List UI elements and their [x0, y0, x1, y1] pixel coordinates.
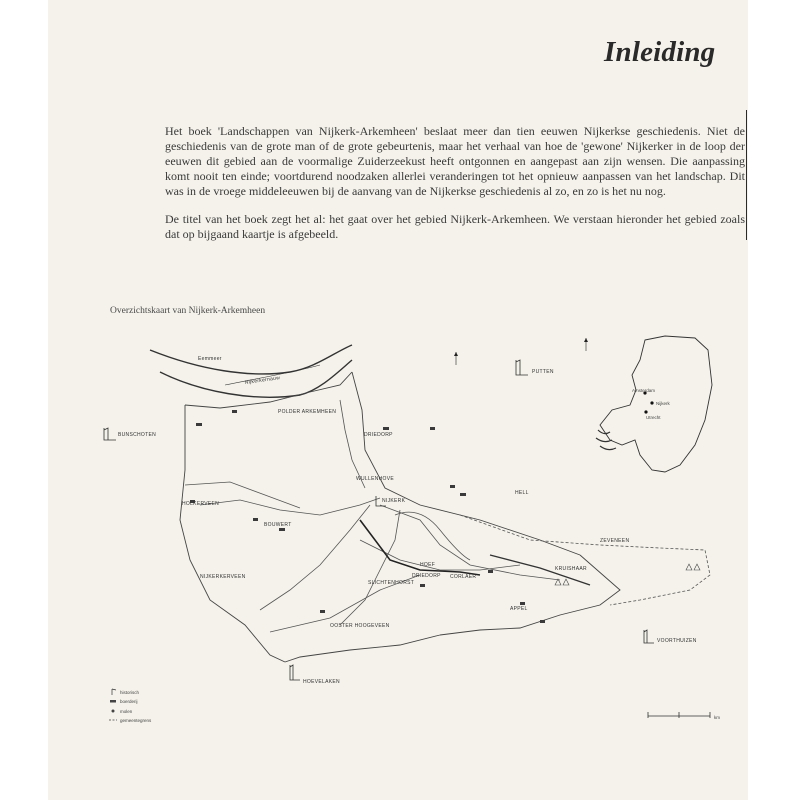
north-arrows [454, 338, 588, 365]
page-heading: Inleiding [604, 36, 716, 68]
legend-item-1: historisch [120, 690, 140, 695]
map-caption: Overzichtskaart van Nijkerk-Arkemheen [110, 306, 266, 316]
label-driedorp: DRIEDORP [364, 432, 393, 438]
legend-item-3: molen [120, 709, 133, 714]
label-bunschoten: BUNSCHOTEN [118, 432, 157, 438]
label-bouwert: BOUWERT [264, 522, 292, 528]
legend-item-2: boerderij [120, 699, 138, 704]
label-voorthuizen: VOORTHUIZEN [657, 638, 697, 644]
label-appel: APPEL [510, 606, 528, 612]
canal-label: Nijkerkernauw [244, 375, 281, 386]
inset-label-amsterdam: Amsterdam [632, 388, 656, 393]
label-kruishaar: KRUISHAAR [555, 566, 587, 572]
label-holkerveen: HOLKERVEEN [182, 501, 220, 507]
label-polder: POLDER ARKEMHEEN [278, 409, 337, 415]
label-corlaer: CORLAER [450, 574, 477, 580]
legend-item-4: gemeentegrens [120, 718, 152, 723]
label-hell: HELL [515, 490, 529, 496]
intro-paragraph-2: De titel van het boek zegt het al: het gaat over het gebied Nijkerk-Arkemheen. We verstaan hieronder het gebied zoals dat op bijgaand kaartje is afgebeeld. [165, 212, 745, 241]
label-hoef: HOEF [420, 562, 436, 568]
inset-label-nijkerk: Nijkerk [656, 401, 670, 406]
label-nijkerk: NIJKERK [382, 498, 406, 504]
label-zeveneen: ZEVENEEN [600, 538, 630, 544]
label-slichtenhorst: SLICHTENHORST [368, 580, 415, 586]
intro-paragraph-1: Het boek 'Landschappen van Nijkerk-Arkemheen' beslaat meer dan tien eeuwen Nijkerkse geschiedenis. Niet de geschiedenis van de grote man of de grote gebeurtenis, maar het verhaal van hoe de 'gewone' Nijkerker in de loop der eeuwen dit gebied aan de voormalige Zuiderzeekust heeft ontgonnen en aangepast aan zijn wensen. Die aanpassing komt nooit ten einde; voortdurend noodzaken allerlei veranderingen tot het opnieuw aanpassen van het landschap. Dit was in de vroege middeleeuwen bij de aanvang van de Nijkerkse geschiedenis al zo, en zo is het nu nog. [165, 124, 745, 198]
label-driedorp-2: DRIEDORP [412, 573, 441, 579]
scale-unit: km [714, 715, 720, 720]
church-icons [104, 360, 654, 680]
label-putten: PUTTEN [532, 369, 554, 375]
label-nijkerkerveen: NIJKERKERVEEN [200, 574, 246, 580]
netherlands-inset [596, 336, 712, 472]
dashed-boundary [460, 515, 710, 605]
label-ooster-hoogeveen: OOSTER HOOGEVEEN [330, 623, 390, 629]
label-hoevelaken: HOEVELAKEN [303, 679, 340, 685]
map-legend [109, 689, 152, 723]
label-wullenhove: WULLENHOVE [356, 476, 395, 482]
municipal-boundary [180, 372, 620, 662]
scale-bar [648, 712, 720, 720]
inset-label-utrecht: Utrecht [646, 415, 661, 420]
place-labels [118, 369, 697, 685]
farm-markers [190, 410, 545, 623]
water-label: Eemmeer [198, 356, 222, 362]
